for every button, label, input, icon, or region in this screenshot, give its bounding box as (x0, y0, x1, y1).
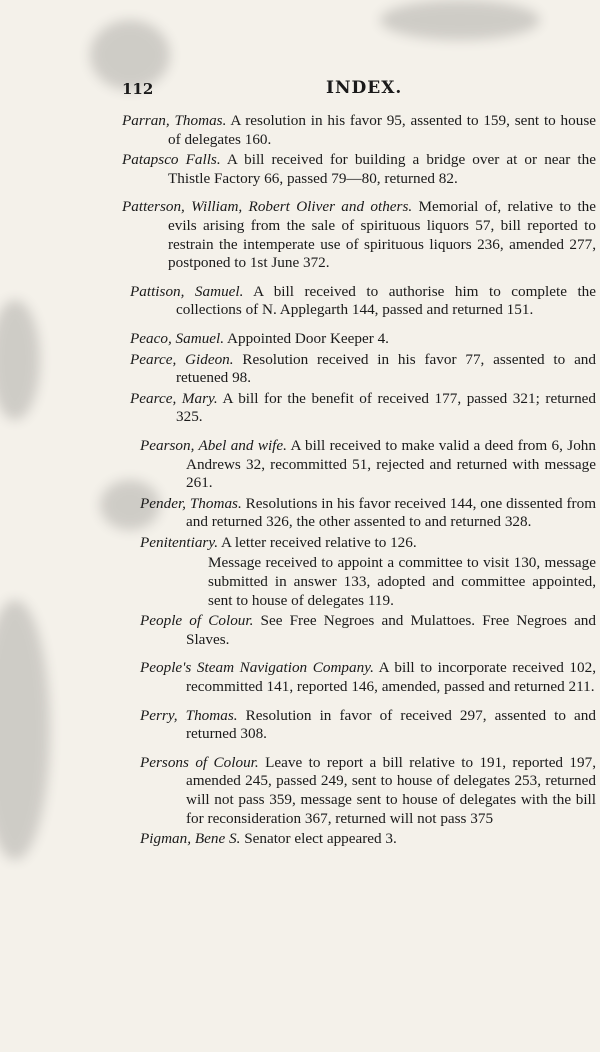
index-entry (130, 351, 596, 388)
entry-text: Leave to report a bill relative to 191, reported 197, amended 245, passed 249, sent to house of delegates 253, returned will not pass 359, message sent to house of delegates with the bill for reconsideration 367, returned will not pass 375 (186, 753, 597, 827)
running-title: INDEX. (326, 78, 403, 98)
index-entries (112, 112, 596, 851)
entry-name: People of Colour. (140, 612, 254, 630)
page-header (0, 78, 600, 102)
index-entry (140, 830, 596, 849)
index-subentry (162, 554, 596, 610)
index-entry (130, 283, 596, 320)
entry-text: Resolutions in his favor received 144, one dissented from and returned 326, the other assented to and returned 328. (186, 494, 597, 531)
entry-text: A bill received to make valid a deed from 6, John Andrews 32, recommitted 51, rejected and returned with message 261. (186, 436, 596, 492)
entry-name: Pearce, Gideon. (130, 350, 234, 368)
ink-stain (380, 0, 540, 40)
entry-name: Peaco, Samuel. (130, 329, 225, 347)
index-entry (140, 437, 596, 493)
index-entry (122, 151, 596, 188)
entry-text: A bill received to authorise him to complete the collections of N. Applegarth 144, passed and returned 151. (176, 282, 596, 319)
entry-text: Resolution received in his favor 77, assented to and retuened 98. (176, 350, 596, 387)
index-entry (140, 707, 596, 744)
index-entry (140, 612, 596, 649)
index-entry (130, 330, 596, 349)
entry-name: Patterson, William, Robert Oliver and others. (122, 198, 413, 216)
entry-text: A resolution in his favor 95, assented to 159, sent to house of delegates 160. (168, 112, 596, 148)
entry-text: See Free Negroes and Mulattoes. Free Negroes and Slaves. (186, 612, 596, 648)
index-entry (140, 659, 596, 696)
entry-name: Pigman, Bene S. (140, 830, 241, 848)
entry-text: Appointed Door Keeper 4. (227, 329, 389, 347)
entry-name: Patapsco Falls. (122, 151, 221, 169)
entry-text: Resolution in favor of received 297, assented to and returned 308. (186, 706, 596, 743)
entry-text: Message received to appoint a committee to visit 130, message submitted in answer 133, adopted and committee appointed, sent to house of delegates 119. (208, 554, 596, 609)
index-entry (140, 534, 596, 553)
index-entry (140, 495, 596, 532)
entry-text: A letter received relative to 126. (221, 533, 417, 551)
entry-text: A bill received for building a bridge over at or near the Thistle Factory 66, passed 79—80, returned 82. (168, 151, 596, 187)
entry-text: A bill to incorporate received 102, recommitted 141, reported 146, amended, passed and returned 211. (186, 659, 596, 696)
entry-name: Pender, Thomas. (140, 494, 242, 512)
entry-text: Memorial of, relative to the evils arising from the sale of spirituous liquors 57, bill reported to restrain the intemperate use of spirituous liquors 236, amended 277, postponed to 1st June 372. (168, 198, 597, 272)
ink-stain (0, 600, 50, 860)
entry-name: Pattison, Samuel. (130, 282, 244, 300)
page-number: 112 (122, 80, 154, 98)
index-entry (122, 112, 596, 149)
index-entry (122, 198, 596, 272)
ink-stain (0, 300, 40, 420)
entry-name: Pearson, Abel and wife. (140, 436, 287, 454)
entry-name: Persons of Colour. (140, 753, 259, 771)
entry-name: Perry, Thomas. (140, 706, 238, 724)
entry-text: A bill for the benefit of received 177, passed 321; returned 325. (176, 389, 597, 426)
index-entry (140, 754, 596, 828)
entry-name: Parran, Thomas. (122, 112, 227, 129)
index-entry (130, 390, 596, 427)
entry-name: People's Steam Navigation Company. (140, 659, 374, 677)
entry-text: Senator elect appeared 3. (244, 830, 397, 848)
entry-name: Penitentiary. (140, 533, 219, 551)
entry-name: Pearce, Mary. (130, 389, 218, 407)
